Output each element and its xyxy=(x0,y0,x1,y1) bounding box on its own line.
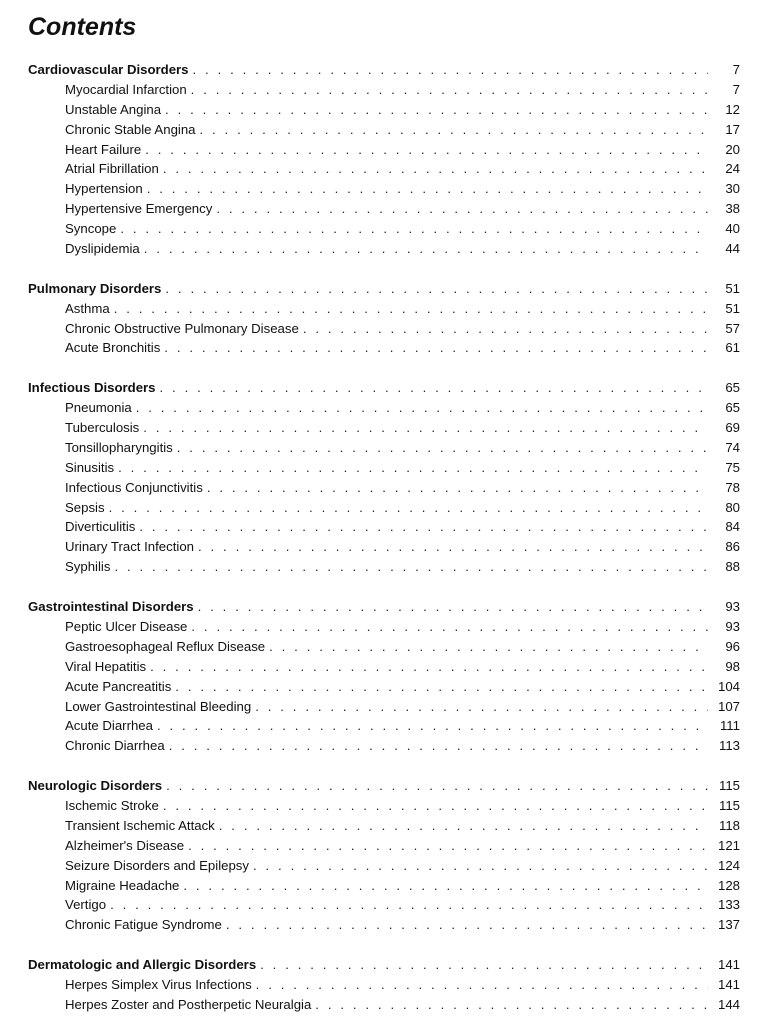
table-of-contents xyxy=(28,60,740,1035)
dot-leader xyxy=(139,517,708,537)
dot-leader xyxy=(207,478,708,498)
toc-entry-label: Ischemic Stroke xyxy=(65,797,159,813)
toc-entry-label: Asthma xyxy=(65,300,110,316)
dot-leader xyxy=(216,199,708,219)
toc-entry[interactable] xyxy=(28,458,740,478)
page-title: Contents xyxy=(28,13,137,41)
dot-leader xyxy=(110,895,708,915)
dot-leader xyxy=(157,716,708,736)
toc-entry-label: Chronic Fatigue Syndrome xyxy=(65,917,222,933)
dot-leader xyxy=(256,975,708,995)
toc-entry[interactable] xyxy=(28,478,740,498)
toc-entry-label: Migraine Headache xyxy=(65,877,180,893)
dot-leader xyxy=(165,279,708,299)
toc-entry-page-number: 65 xyxy=(725,400,740,416)
toc-section xyxy=(28,60,740,259)
toc-entry[interactable] xyxy=(28,120,740,140)
dot-leader xyxy=(166,776,708,796)
dot-leader xyxy=(183,876,708,896)
toc-entry-page-number: 40 xyxy=(725,221,740,237)
toc-section-heading-label: Cardiovascular Disorders xyxy=(28,62,189,77)
toc-entry-label: Infectious Conjunctivitis xyxy=(65,479,203,495)
dot-leader xyxy=(193,60,708,80)
toc-section-heading[interactable] xyxy=(28,279,740,299)
toc-entry[interactable] xyxy=(28,498,740,518)
toc-entry-label: Tuberculosis xyxy=(65,420,140,436)
toc-entry-page-number: 12 xyxy=(725,101,740,117)
toc-entry[interactable] xyxy=(28,517,740,537)
toc-entry-label: Viral Hepatitis xyxy=(65,658,147,674)
dot-leader xyxy=(175,677,708,697)
toc-entry-page-number: 141 xyxy=(717,976,740,992)
toc-entry-page-number: 107 xyxy=(717,698,740,714)
dot-leader xyxy=(191,617,708,637)
dot-leader xyxy=(143,418,708,438)
dot-leader xyxy=(191,80,708,100)
toc-entry-page-number: 113 xyxy=(718,738,740,754)
toc-entry[interactable] xyxy=(28,219,740,239)
dot-leader xyxy=(147,179,708,199)
toc-entry-page-number: 75 xyxy=(725,459,740,475)
toc-section-heading-label: Gastrointestinal Disorders xyxy=(28,599,194,615)
toc-entry-page-number: 57 xyxy=(725,320,740,336)
toc-entry-page-number: 78 xyxy=(725,479,740,495)
toc-entry-label: Diverticulitis xyxy=(65,519,136,535)
toc-entry[interactable] xyxy=(28,398,740,418)
toc-section xyxy=(28,279,740,359)
dot-leader xyxy=(163,159,708,179)
toc-entry[interactable] xyxy=(28,239,740,259)
toc-entry-label: Sepsis xyxy=(65,499,105,515)
toc-entry-page-number: 115 xyxy=(718,797,740,813)
toc-section-heading-label: Infectious Disorders xyxy=(28,380,156,396)
dot-leader xyxy=(120,219,708,239)
dot-leader xyxy=(163,796,708,816)
dot-leader xyxy=(219,816,708,836)
toc-section-heading-label: Neurologic Disorders xyxy=(28,778,163,794)
dot-leader xyxy=(226,915,708,935)
toc-entry-label: Acute Pancreatitis xyxy=(65,678,172,694)
dot-leader xyxy=(114,557,708,577)
dot-leader xyxy=(200,120,709,140)
toc-entry[interactable] xyxy=(28,736,740,756)
toc-entry[interactable] xyxy=(28,856,740,876)
toc-entry-page-number: 69 xyxy=(725,420,740,436)
toc-entry-label: Atrial Fibrillation xyxy=(65,161,159,177)
toc-entry-page-number: 118 xyxy=(718,817,740,833)
toc-section-heading-label: Dermatologic and Allergic Disorders xyxy=(28,957,257,973)
toc-entry-label: Chronic Diarrhea xyxy=(65,738,165,754)
toc-section-heading[interactable] xyxy=(28,378,740,398)
dot-leader xyxy=(253,856,708,876)
toc-entry[interactable] xyxy=(28,995,740,1015)
toc-entry[interactable] xyxy=(28,915,740,935)
dot-leader xyxy=(198,537,708,557)
toc-entry[interactable] xyxy=(28,80,740,100)
toc-entry-label: Syncope xyxy=(65,221,117,237)
toc-entry-page-number: 51 xyxy=(725,300,740,316)
toc-entry[interactable] xyxy=(28,975,740,995)
dot-leader xyxy=(315,995,708,1015)
dot-leader xyxy=(269,637,708,657)
toc-entry[interactable] xyxy=(28,796,740,816)
toc-entry[interactable] xyxy=(28,876,740,896)
toc-entry-page-number: 20 xyxy=(725,141,740,157)
toc-entry[interactable] xyxy=(28,895,740,915)
dot-leader xyxy=(144,239,708,259)
dot-leader xyxy=(165,100,708,120)
toc-entry-page-number: 38 xyxy=(725,201,740,217)
toc-entry-page-number: 30 xyxy=(725,181,740,197)
toc-section-heading[interactable] xyxy=(28,955,740,975)
toc-entry-page-number: 121 xyxy=(717,837,740,853)
toc-entry[interactable] xyxy=(28,697,740,717)
toc-entry-label: Herpes Zoster and Postherpetic Neuralgia xyxy=(65,996,312,1012)
toc-entry[interactable] xyxy=(28,179,740,199)
dot-leader xyxy=(114,299,708,319)
toc-entry-label: Urinary Tract Infection xyxy=(65,539,194,555)
toc-entry-label: Herpes Simplex Virus Infections xyxy=(65,976,252,992)
toc-entry-label: Acute Diarrhea xyxy=(65,718,153,734)
toc-entry-label: Acute Bronchitis xyxy=(65,340,161,356)
toc-entry-label: Seizure Disorders and Epilepsy xyxy=(65,857,249,873)
toc-entry[interactable] xyxy=(28,617,740,637)
toc-entry-page-number: 96 xyxy=(725,638,740,654)
toc-entry[interactable] xyxy=(28,677,740,697)
dot-leader xyxy=(160,378,708,398)
toc-entry[interactable] xyxy=(28,100,740,120)
toc-entry-page-number: 124 xyxy=(717,857,740,873)
dot-leader xyxy=(169,736,708,756)
toc-entry-page-number: 128 xyxy=(717,877,740,893)
toc-entry-label: Syphilis xyxy=(65,559,111,575)
toc-entry-label: Pneumonia xyxy=(65,400,132,416)
toc-entry-label: Alzheimer's Disease xyxy=(65,837,185,853)
toc-entry[interactable] xyxy=(28,716,740,736)
toc-entry[interactable] xyxy=(28,319,740,339)
toc-entry-label: Hypertension xyxy=(65,181,143,197)
toc-section xyxy=(28,955,740,1015)
toc-section-heading-page-number: 93 xyxy=(725,599,740,615)
dot-leader xyxy=(260,955,708,975)
toc-section-heading-page-number: 65 xyxy=(725,380,740,396)
toc-entry-page-number: 111 xyxy=(719,718,740,734)
toc-entry-label: Unstable Angina xyxy=(65,101,162,117)
toc-entry[interactable] xyxy=(28,537,740,557)
toc-entry-page-number: 98 xyxy=(725,658,740,674)
toc-entry-label: Tonsillopharyngitis xyxy=(65,439,173,455)
toc-entry-label: Dyslipidemia xyxy=(65,241,140,257)
toc-section xyxy=(28,597,740,756)
toc-entry-page-number: 80 xyxy=(725,499,740,515)
toc-section-heading-label: Pulmonary Disorders xyxy=(28,280,162,296)
toc-entry[interactable] xyxy=(28,418,740,438)
toc-entry-page-number: 24 xyxy=(725,161,740,177)
dot-leader xyxy=(188,836,708,856)
toc-entry[interactable] xyxy=(28,557,740,577)
toc-entry[interactable] xyxy=(28,199,740,219)
toc-entry[interactable] xyxy=(28,338,740,358)
toc-entry[interactable] xyxy=(28,299,740,319)
dot-leader xyxy=(164,338,708,358)
toc-entry-page-number: 133 xyxy=(717,897,740,913)
toc-entry-label: Peptic Ulcer Disease xyxy=(65,618,188,634)
toc-entry-page-number: 17 xyxy=(725,121,740,137)
toc-entry-label: Myocardial Infarction xyxy=(65,81,187,97)
toc-entry-page-number: 74 xyxy=(725,439,740,455)
toc-entry[interactable] xyxy=(28,159,740,179)
toc-section-heading-page-number: 141 xyxy=(717,957,740,973)
toc-entry-page-number: 86 xyxy=(725,539,740,555)
toc-entry-page-number: 88 xyxy=(725,559,740,575)
toc-entry-label: Chronic Stable Angina xyxy=(65,121,196,137)
toc-entry-page-number: 84 xyxy=(725,519,740,535)
toc-entry[interactable] xyxy=(28,816,740,836)
toc-entry-page-number: 7 xyxy=(732,81,740,97)
dot-leader xyxy=(136,398,708,418)
toc-section-heading-page-number: 115 xyxy=(718,778,740,794)
dot-leader xyxy=(145,140,708,160)
toc-section xyxy=(28,378,740,577)
toc-section-heading[interactable] xyxy=(28,60,740,80)
dot-leader xyxy=(177,438,708,458)
toc-entry-label: Transient Ischemic Attack xyxy=(65,817,215,833)
toc-entry[interactable] xyxy=(28,836,740,856)
dot-leader xyxy=(255,697,708,717)
toc-entry-page-number: 137 xyxy=(717,917,740,933)
toc-entry-label: Gastroesophageal Reflux Disease xyxy=(65,638,266,654)
toc-section-heading-page-number: 7 xyxy=(732,62,740,77)
dot-leader xyxy=(303,319,708,339)
toc-section-heading[interactable] xyxy=(28,597,740,617)
toc-entry[interactable] xyxy=(28,657,740,677)
toc-entry-page-number: 144 xyxy=(717,996,740,1012)
dot-leader xyxy=(109,498,708,518)
toc-entry-page-number: 61 xyxy=(725,340,740,356)
toc-entry-page-number: 44 xyxy=(725,241,740,257)
toc-entry-label: Heart Failure xyxy=(65,141,142,157)
toc-section-heading-page-number: 51 xyxy=(725,280,740,296)
dot-leader xyxy=(198,597,708,617)
toc-entry-label: Chronic Obstructive Pulmonary Disease xyxy=(65,320,299,336)
toc-entry[interactable] xyxy=(28,140,740,160)
toc-entry-page-number: 104 xyxy=(717,678,740,694)
toc-entry[interactable] xyxy=(28,637,740,657)
toc-section xyxy=(28,776,740,935)
toc-entry-label: Hypertensive Emergency xyxy=(65,201,213,217)
toc-entry-label: Sinusitis xyxy=(65,459,115,475)
dot-leader xyxy=(118,458,708,478)
dot-leader xyxy=(150,657,708,677)
toc-entry-page-number: 93 xyxy=(725,618,740,634)
toc-entry-label: Lower Gastrointestinal Bleeding xyxy=(65,698,252,714)
toc-section-heading[interactable] xyxy=(28,776,740,796)
toc-entry[interactable] xyxy=(28,438,740,458)
toc-entry-label: Vertigo xyxy=(65,897,107,913)
